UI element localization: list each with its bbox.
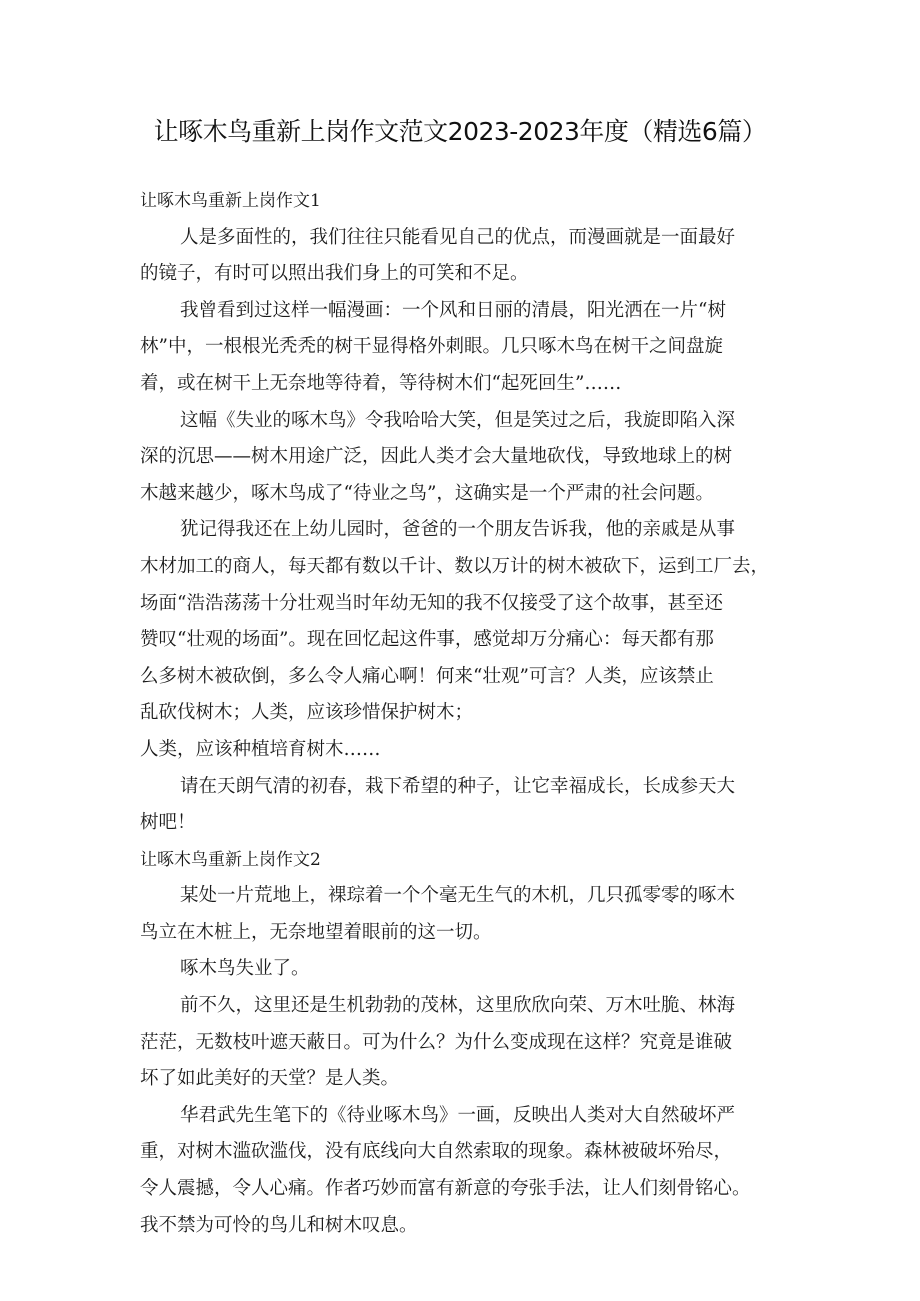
text-line: 人是多面性的，我们往往只能看见自己的优点，而漫画就是一面最好: [180, 226, 736, 248]
section-heading: 让啄木鸟重新上岗作文1: [140, 191, 321, 211]
text-line: 鸟立在木桩上，无奈地望着眼前的这一切。: [140, 921, 492, 943]
text-line: 着，或在树干上无奈地等待着，等待树木们“起死回生”……: [140, 372, 622, 394]
text-line: 前不久，这里还是生机勃勃的茂林，这里欣欣向荣、万木吐脆、林海: [180, 995, 736, 1017]
text-line: 茫茫，无数枝叶遮天蔽日。可为什么？为什么变成现在这样？究竟是谁破: [140, 1031, 733, 1053]
text-line: 犹记得我还在上幼儿园时，爸爸的一个朋友告诉我，他的亲戚是从事: [180, 519, 736, 541]
text-line: 令人震撼，令人心痛。作者巧妙而富有新意的夸张手法，让人们刻骨铭心。: [140, 1178, 751, 1200]
text-line: 我不禁为可怜的鸟儿和树木叹息。: [140, 1214, 418, 1236]
text-line: 重，对树木滥砍滥伐，没有底线向大自然索取的现象。森林被破坏殆尽，: [140, 1141, 733, 1163]
text-line: 这幅《失业的啄木鸟》令我哈哈大笑，但是笑过之后，我旋即陷入深: [180, 409, 736, 431]
section-heading: 让啄木鸟重新上岗作文2: [140, 849, 321, 870]
text-line: 的镜子，有时可以照出我们身上的可笑和不足。: [140, 263, 529, 285]
text-line: 么多树木被砍倒，多么令人痛心啊！何来“壮观”可言？人类，应该禁止: [140, 665, 714, 687]
document-body: [140, 183, 790, 1244]
text-line: 林”中，一根根光秃秃的树干显得格外刺眼。几只啄木鸟在树干之间盘旋: [140, 336, 723, 358]
text-line: 赞叹“壮观的场面”。现在回忆起这件事，感觉却万分痛心：每天都有那: [140, 629, 714, 651]
text-line: 木越来越少，啄木鸟成了“待业之鸟”，这确实是一个严肃的社会问题。: [140, 482, 714, 504]
text-line: 我曾看到过这样一幅漫画：一个风和日丽的清晨，阳光洒在一片“树: [180, 299, 726, 321]
text-line: 请在天朗气清的初春，栽下希望的种子，让它幸福成长，长成参天大: [180, 775, 736, 797]
text-line: 乱砍伐树木；人类，应该珍惜保护树木；: [140, 702, 474, 724]
text-line: 人类，应该种植培育树木……: [140, 738, 381, 760]
text-line: 树吧！: [140, 812, 196, 834]
text-line: 华君武先生笔下的《待业啄木鸟》一画，反映出人类对大自然破坏严: [180, 1104, 736, 1126]
document-title: 让啄木鸟重新上岗作文范文2023-2023年度（精选6篇）: [153, 117, 767, 146]
text-line: 木材加工的商人，每天都有数以千计、数以万计的树木被砍下，运到工厂去，: [140, 555, 770, 577]
text-line: 某处一片荒地上，裸琮着一个个毫无生气的木机，几只孤零零的啄木: [180, 885, 736, 907]
text-line: 场面“浩浩荡荡十分壮观当时年幼无知的我不仅接受了这个故事，甚至还: [140, 592, 723, 614]
text-line: 啄木鸟失业了。: [180, 958, 310, 980]
text-line: 坏了如此美好的天堂？是人类。: [140, 1068, 400, 1090]
text-line: 深的沉思——树木用途广泛，因此人类才会大量地砍伐，导致地球上的树: [140, 446, 733, 468]
